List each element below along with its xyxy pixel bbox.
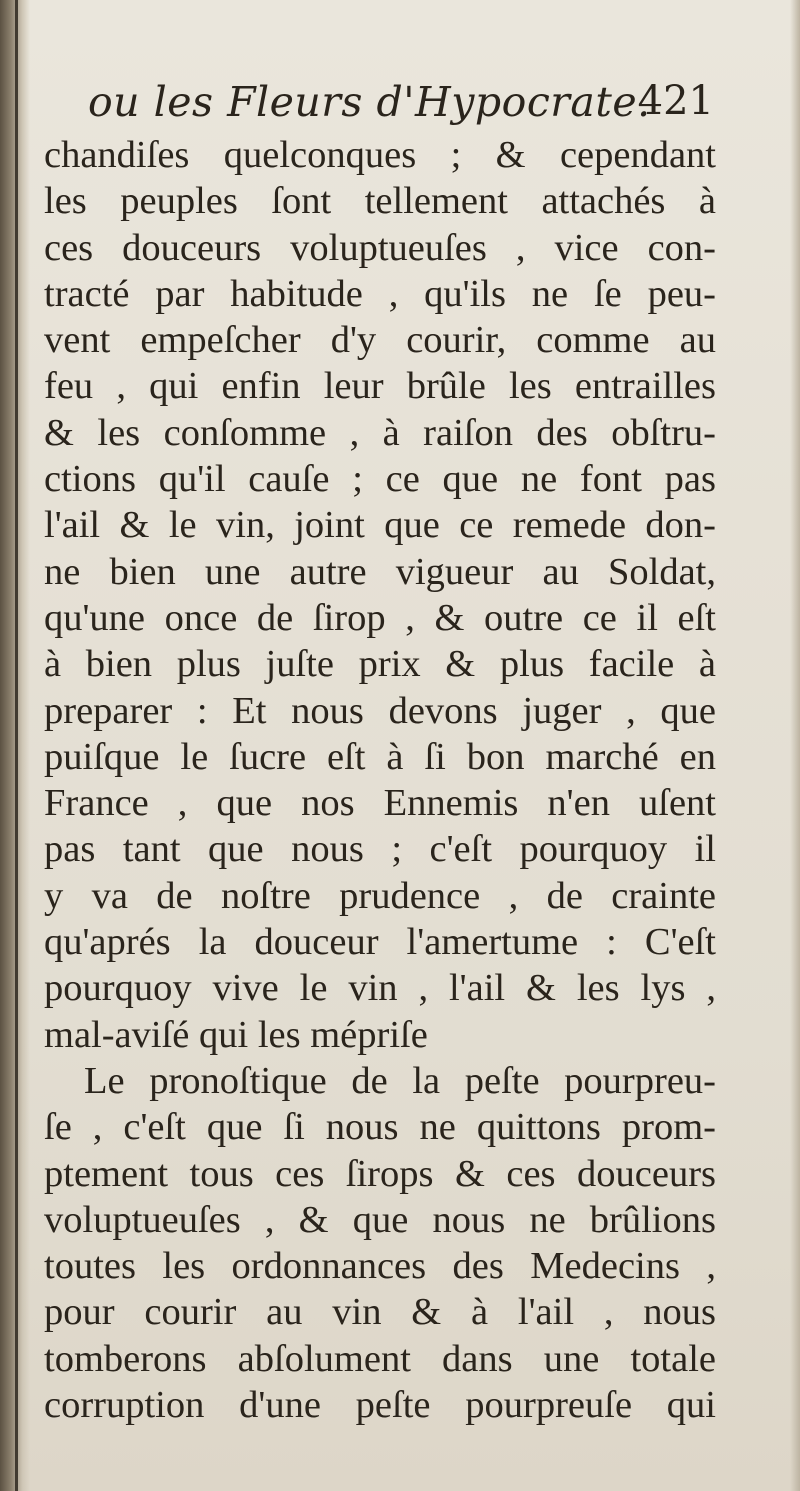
running-title: ou les Fleurs d'Hypocrate. — [88, 78, 651, 126]
body-text — [44, 132, 716, 1428]
text-line: ctions qu'il cauſe ; ce que ne font pas — [44, 458, 716, 501]
page-number: 421 — [637, 78, 714, 124]
binding-gutter — [0, 0, 30, 1491]
text-line: qu'aprés la douceur l'amertume : C'eſt — [44, 921, 716, 964]
text-line: ptement tous ces ſirops & ces douceurs — [44, 1152, 716, 1195]
text-line: ſe , c'eſt que ſi nous ne quittons prom- — [44, 1106, 716, 1149]
text-line: ces douceurs voluptueuſes , vice con- — [44, 226, 716, 269]
text-line: preparer : Et nous devons juger , que — [44, 689, 716, 732]
text-line: pour courir au vin & à l'ail , nous — [44, 1291, 716, 1334]
text-line: puiſque le ſucre eſt à ſi bon marché en — [44, 735, 716, 778]
paragraph-first-line: Le pronoſtique de la peſte pourpreu- — [84, 1059, 716, 1102]
text-line: France , que nos Ennemis n'en uſent — [44, 782, 716, 825]
text-line: vent empeſcher d'y courir, comme au — [44, 319, 716, 362]
text-line: l'ail & le vin, joint que ce remede don- — [44, 504, 716, 547]
text-line: qu'une once de ſirop , & outre ce il eſt — [44, 596, 716, 639]
text-line: feu , qui enfin leur brûle les entrailles — [44, 365, 716, 408]
text-line: corruption d'une peſte pourpreuſe qui — [44, 1384, 716, 1427]
page-header — [84, 78, 724, 138]
page-edge-shadow — [790, 0, 800, 1491]
text-line: les peuples ſont tellement attachés à — [44, 180, 716, 223]
text-line: & les conſomme , à raiſon des obſtru- — [44, 411, 716, 454]
text-line: voluptueuſes , & que nous ne brûlions — [44, 1198, 716, 1241]
text-line: y va de noſtre prudence , de crainte — [44, 874, 716, 917]
text-line: à bien plus juſte prix & plus facile à — [44, 643, 716, 686]
text-line: pourquoy vive le vin , l'ail & les lys , — [44, 967, 716, 1010]
text-line: ne bien une autre vigueur au Soldat, — [44, 550, 716, 593]
text-line: chandiſes quelconques ; & cependant — [44, 134, 716, 176]
text-line: tracté par habitude , qu'ils ne ſe peu- — [44, 272, 716, 315]
text-line: toutes les ordonnances des Medecins , — [44, 1245, 716, 1288]
binding-edge-line — [15, 0, 18, 1491]
text-line: tomberons abſolument dans une totale — [44, 1337, 716, 1380]
text-line: pas tant que nous ; c'eſt pourquoy il — [44, 828, 716, 871]
text-line: mal-aviſé qui les mépriſe — [44, 1013, 428, 1056]
